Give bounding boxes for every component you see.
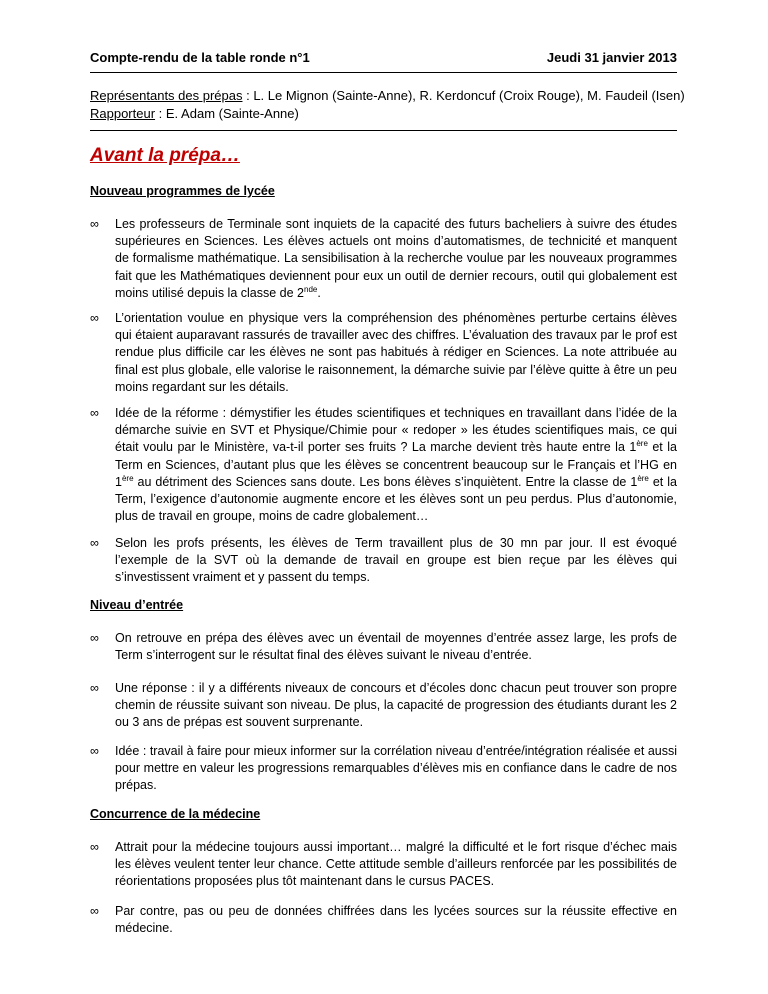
rapporteur-line — [90, 105, 708, 123]
bullet-icon: ∞ — [90, 681, 99, 695]
list-item-text: L’orientation voulue en physique vers la compréhension des phénomènes perturbe certains élèves qui étaient auparavant rassurés de travailler avec des chiffres. L’évaluation des travaux par le prof est rendue plus difficile car les élèves ne sont pas habitués à rédiger en Sciences. La note attribuée au final est plus globale, elle valorise le raisonnement, la démarche suivie par l’élève quitte à être un peu moins regardant sur les détails. — [115, 311, 677, 394]
list-item-text: Idée : travail à faire pour mieux informer sur la corrélation niveau d’entrée/intégration réalisée et aussi pour mettre en valeur les progressions remarquables d’élèves mis en confiance dans le cadre de nos prépas. — [115, 744, 677, 793]
representatives-label: Représentants des prépas — [90, 88, 243, 103]
bullet-icon: ∞ — [90, 217, 99, 231]
list-item-text: Attrait pour la médecine toujours aussi important… malgré la difficulté et le fort risque d’échec mais les élèves veulent tenter leur chance. Cette attitude semble d’ailleurs renforcée par les possibilités de réorientations proposées plus tôt maintenant dans le cursus PACES. — [115, 840, 677, 889]
header-title: Compte-rendu de la table ronde n°1 — [90, 50, 310, 65]
bullet-icon: ∞ — [90, 536, 99, 550]
rapporteur-label: Rapporteur — [90, 106, 156, 121]
page-header — [90, 50, 677, 70]
participants-divider — [90, 130, 677, 131]
list-item-text: Par contre, pas ou peu de données chiffrées dans les lycées sources sur la réussite effective en médecine. — [115, 904, 677, 936]
bullet-icon: ∞ — [90, 744, 99, 758]
list-item-text: Une réponse : il y a différents niveaux de concours et d’écoles donc chacun peut trouver son propre chemin de réussite suivant son niveau. De plus, la capacité de progression des étudiants durant les 2 ou 3 ans de prépas est souvent surprenante. — [115, 681, 677, 730]
header-divider — [90, 72, 677, 73]
bullet-icon: ∞ — [90, 311, 99, 325]
participants-block — [90, 87, 708, 123]
list-item-text: Selon les profs présents, les élèves de Term travaillent plus de 30 mn par jour. Il est évoqué l’exemple de la SVT où la demande de travail en groupe est bien reçue par les élèves qui s’investissent vraiment et y passent du temps. — [115, 536, 677, 585]
header-date: Jeudi 31 janvier 2013 — [546, 50, 677, 65]
list-item-text: On retrouve en prépa des élèves avec un éventail de moyennes d’entrée assez large, les profs de Term s’interrogent sur le résultat final des élèves suivant le niveau d’entrée. — [115, 631, 677, 663]
list-item-text: Les professeurs de Terminale sont inquiets de la capacité des futurs bacheliers à suivre des études supérieures en Sciences. Les élèves actuels ont moins d’automatismes, de technicité et manquent de formalisme mathématique. La sensibilisation à la recherche voulue par les nouveaux programmes fait que les Mathématiques deviennent pour eux un outil de dernier recours, outil qui globalement est moins utilisé depuis la classe de 2nde. — [115, 217, 677, 300]
bullet-icon: ∞ — [90, 631, 99, 645]
section-heading: Concurrence de la médecine — [90, 807, 261, 821]
bullet-icon: ∞ — [90, 840, 99, 854]
rapporteur-value: : E. Adam (Sainte-Anne) — [155, 106, 299, 121]
section-main-title: Avant la prépa… — [90, 145, 240, 166]
bullet-icon: ∞ — [90, 406, 99, 420]
list-item-text: Idée de la réforme : démystifier les études scientifiques et techniques en travaillant dans l’idée de la démarche suivie en SVT et Physique/Chimie pour « redoper » les études scientifiques mais, ce qui était voulu par le Ministère, va-t-il porter ses fruits ? La marche devient très haute entre la 1ère et la Term en Sciences, d’autant plus que les élèves se concentrent beaucoup sur le Français et l’HG en 1ère au détriment des Sciences sans doute. Les bons élèves s’inquiètent. Entre la classe de 1ère et la Term, l’exigence d’autonomie augmente encore et les élèves sont un peu perdus. Plus d’autonomie, plus de travail en groupe, moins de cadre globalement… — [115, 406, 677, 524]
section-heading: Nouveau programmes de lycée — [90, 184, 275, 198]
representatives-value: : L. Le Mignon (Sainte-Anne), R. Kerdoncuf (Croix Rouge), M. Faudeil (Isen) — [242, 88, 685, 103]
representatives-line — [90, 87, 708, 105]
section-heading: Niveau d’entrée — [90, 598, 184, 612]
bullet-icon: ∞ — [90, 904, 99, 918]
